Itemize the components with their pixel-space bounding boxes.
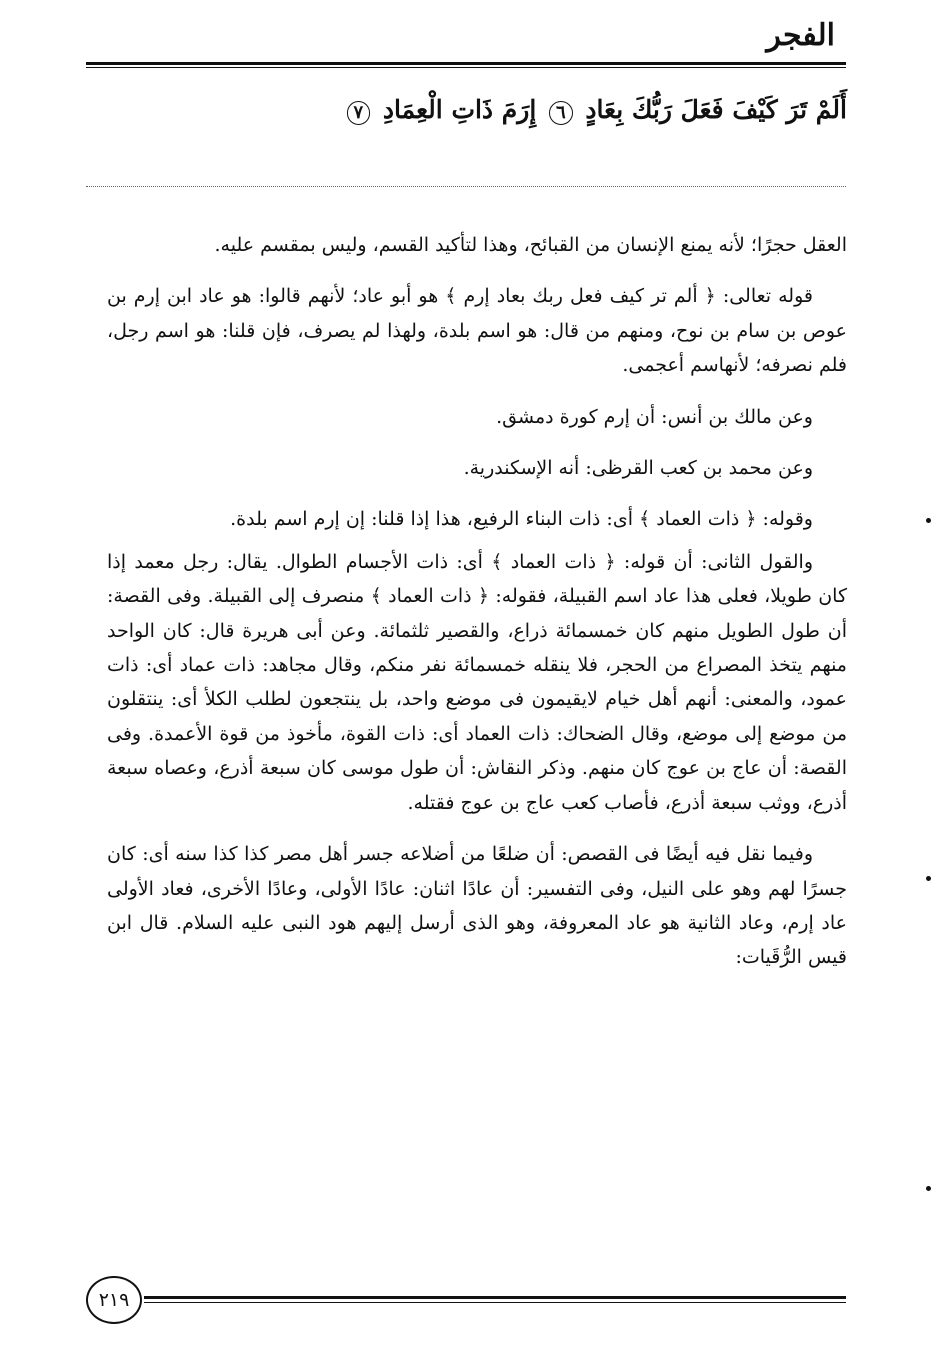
verse-text-1: أَلَمْ تَرَ كَيْفَ فَعَلَ رَبُّكَ بِعَادٍ (585, 95, 847, 124)
paragraph: قوله تعالى: ﴿ ألم تر كيف فعل ربك بعاد إرم ﴾ هو أبو عاد؛ لأنهم قالوا: هو عاد ابن إرم بن عوص بن سام بن نوح، ومنهم من قال: هو اسم بلدة، ولهذا لم يصرف، فإن قلنا: هو اسم رجل، فلم نصرفه؛ لأنهاسم أعجمى. (107, 285, 847, 377)
scan-speck (926, 876, 931, 881)
separator-dotted (86, 186, 846, 187)
paragraph: وفيما نقل فيه أيضًا فى القصص: أن ضلعًا من أضلاعه جسر أهل مصر كذا كذا سنه أى: كان جسرًا لهم وهو على النيل، وفى التفسير: أن عادًا اثنان: عادًا الأولى، وعادًا الأخرى، فعاد الأولى عاد إرم، وعاد الثانية هو عاد المعروفة، وهو الذى أرسل إليهم هود النبى عليه السلام. قال ابن قيس الرُّقَيات: (107, 843, 847, 969)
verse-number-marker: ٧ (347, 101, 371, 125)
paragraph: والقول الثانى: أن قوله: ﴿ ذات العماد ﴾ أى: ذات الأجسام الطوال. يقال: رجل معمد إذا كان طويلا، فعلى هذا عاد اسم القبيلة، فقوله: ﴿ ذات العماد ﴾ منصرف إلى القبيلة. وفى القصة: أن طول الطويل منهم كان خمسمائة ذراع، والقصير ثلثمائة. وعن أبى هريرة قال: كان الواحد منهم يتخذ المصراع من الحجر، فلا ينقله خمسمائة نفر منكم، وقال مجاهد: ذات عماد أى: ذات عمود، والمعنى: أنهم أهل خيام لايقيمون فى موضع واحد، بل ينتجعون لطلب الكلأ أى: ينتقلون من موضع إلى موضع، وقال الضحاك: ذات العماد أى: ذات القوة، مأخوذ من قوة الأعمدة. وفى القصة: أن عاج بن عوج كان منهم. وذكر النقاش: أن طول موسى كان سبعة أذرع، وعصاه سبعة أذرع، ووثب سبعة أذرع، فأصاب كعب عاج بن عوج فقتله. (107, 550, 847, 814)
scan-speck (926, 1186, 931, 1191)
paragraph: وعن محمد بن كعب القرظى: أنه الإسكندرية. (463, 457, 813, 480)
paragraph: وعن مالك بن أنس: أن إرم كورة دمشق. (496, 405, 813, 428)
paragraph: وقوله: ﴿ ذات العماد ﴾ أى: ذات البناء الرفيع، هذا إذا قلنا: إن إرم اسم بلدة. (230, 508, 813, 531)
verse-number-marker: ٦ (549, 101, 573, 125)
quran-verse (87, 90, 847, 130)
footer-rule (86, 1276, 846, 1328)
sura-title: الفجر (766, 18, 835, 53)
paragraph: العقل حجرًا؛ لأنه يمنع الإنسان من القبائح، وهذا لتأكيد القسم، وليس بمقسم عليه. (214, 234, 847, 256)
scan-speck (926, 518, 931, 523)
page-number: ٢١٩ (86, 1276, 142, 1324)
commentary-body (107, 228, 847, 992)
header-rule (86, 62, 846, 70)
verse-text-2: إِرَمَ ذَاتِ الْعِمَادِ (382, 95, 537, 124)
